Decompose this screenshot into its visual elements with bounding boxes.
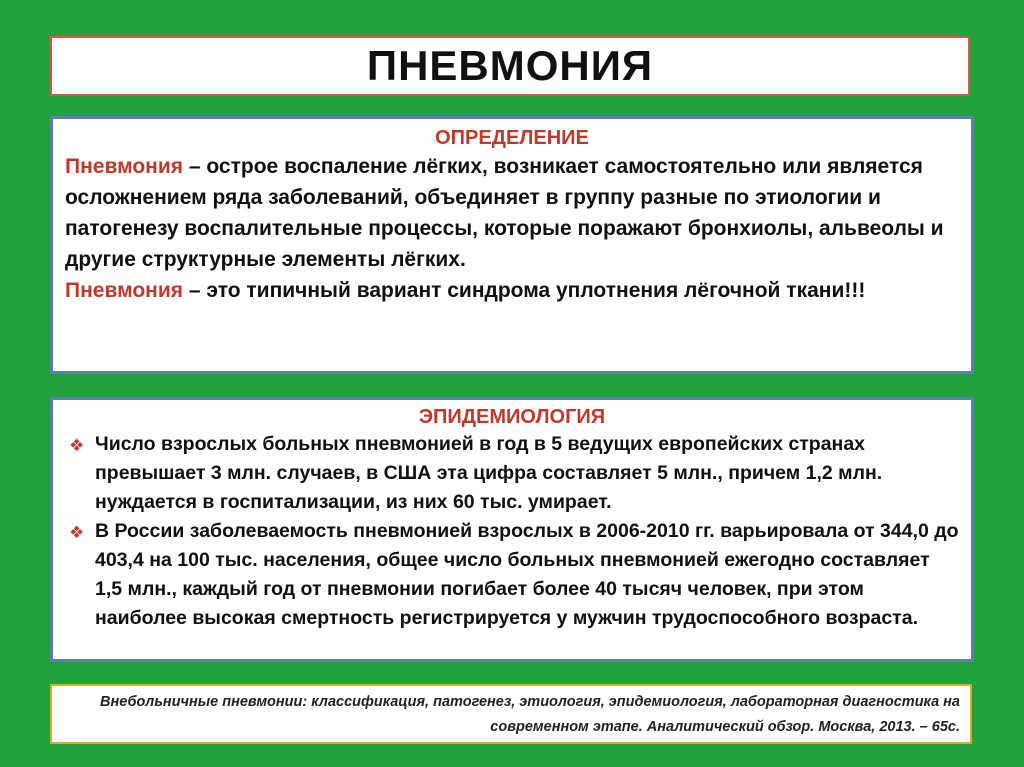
definition-paragraph-2 bbox=[65, 275, 959, 306]
definition-heading: ОПРЕДЕЛЕНИЕ bbox=[435, 127, 589, 149]
definition-text-1: – острое воспаление лёгких, возникает самостоятельно или является осложнением ряда заболеваний, объединяет в группу разные по этиологии и патогенезу воспалительные процессы, которые поражают бронхиолы, альвеолы и другие структурные элементы лёгких. bbox=[65, 155, 944, 271]
epidemiology-heading: ЭПИДЕМИОЛОГИЯ bbox=[418, 406, 606, 428]
list-item bbox=[65, 430, 959, 517]
diamond-bullet-icon: ❖ bbox=[69, 523, 85, 542]
definition-term-1: Пневмония bbox=[65, 155, 184, 178]
definition-paragraph-1 bbox=[65, 151, 959, 275]
epidemiology-bullet-2: В России заболеваемость пневмонией взрослых в 2006-2010 гг. варьировала от 344,0 до 403,4 на 100 тыс. населения, общее число больных пневмонией ежегодно составляет 1,5 млн., каждый год от пневмонии погибает более 40 тысяч человек, при этом наиболее высокая смертность регистрируется у мужчин трудоспособного возраста. bbox=[95, 520, 959, 629]
title-box bbox=[50, 36, 970, 96]
epidemiology-panel bbox=[50, 397, 974, 662]
list-item bbox=[65, 517, 959, 633]
epidemiology-list bbox=[65, 430, 959, 633]
epidemiology-bullet-1: Число взрослых больных пневмонией в год в 5 ведущих европейских странах превышает 3 млн. случаев, в США эта цифра составляет 5 млн., причем 1,2 млн. нуждается в госпитализации, из них 60 тыс. умирает. bbox=[95, 433, 883, 513]
reference-text: Внебольничные пневмонии: классификация, патогенез, этиология, эпидемиология, лабораторная диагностика на современном этапе. Аналитический обзор. Москва, 2013. – 65с. bbox=[100, 694, 960, 735]
page-title: ПНЕВМОНИЯ bbox=[366, 42, 654, 89]
definition-term-2: Пневмония bbox=[65, 279, 184, 302]
definition-panel bbox=[50, 116, 974, 374]
diamond-bullet-icon: ❖ bbox=[69, 436, 85, 455]
definition-text-2: – это типичный вариант синдрома уплотнения лёгочной ткани!!! bbox=[183, 279, 866, 302]
reference-box bbox=[50, 684, 972, 744]
